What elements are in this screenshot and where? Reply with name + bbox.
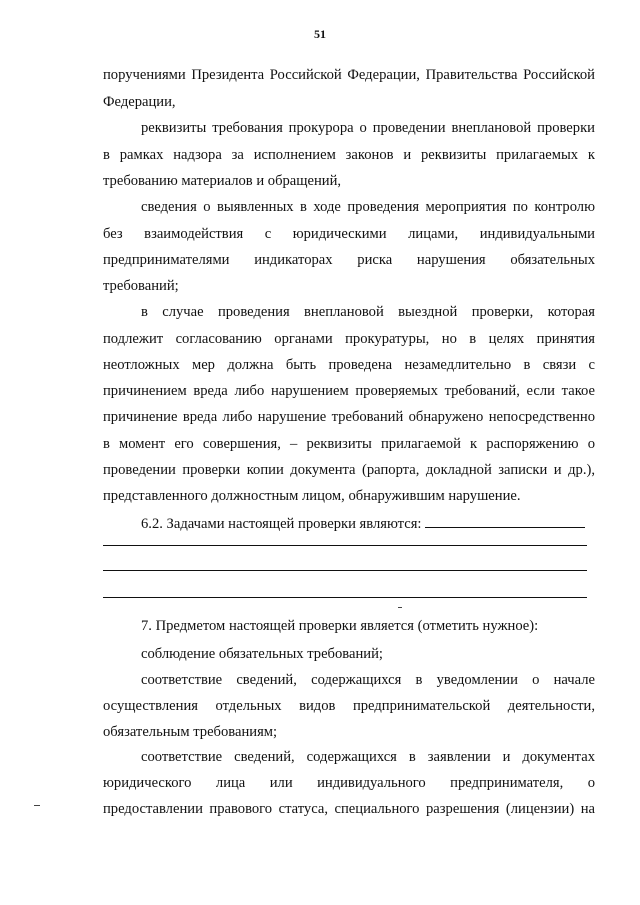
text-line-3: реквизиты требования прокурора о проведении внеплановой проверки — [141, 120, 595, 136]
text-line-5: требованию материалов и обращений, — [103, 173, 342, 189]
text-line-2: Федерации, — [103, 94, 176, 110]
text-line-6: сведения о выявленных в ходе проведения мероприятия по контролю — [141, 199, 595, 215]
text-line-11: подлежит согласованию органами прокуратуры, но в целях принятия — [103, 331, 595, 347]
section-6-2-blank — [425, 513, 585, 528]
text-line-19: 7. Предметом настоящей проверки является (отметить нужное): — [141, 618, 539, 634]
text-line-16: проведении проверки копии документа (рапорта, докладной записки и др.), — [103, 462, 595, 478]
text-line-4: в рамках надзора за исполнением законов и реквизиты прилагаемых к — [103, 147, 595, 163]
section-6-2-line — [141, 513, 595, 533]
blank-rule-3 — [103, 597, 587, 598]
blank-rule-2 — [103, 570, 587, 571]
text-line-21: соответствие сведений, содержащихся в уведомлении о начале — [141, 672, 595, 688]
text-line-13: причинением вреда либо нарушением проверяемых требований, если такое — [103, 383, 595, 399]
text-line-17: представленного должностным лицом, обнаружившим нарушение. — [103, 488, 521, 504]
text-line-26: предоставлении правового статуса, специального разрешения (лицензии) на — [103, 801, 595, 817]
text-line-1: поручениями Президента Российской Федерации, Правительства Российской — [103, 67, 595, 83]
text-line-7: без взаимодействия с юридическими лицами, индивидуальными — [103, 226, 595, 242]
margin-mark — [34, 805, 40, 806]
text-line-15: в момент его совершения, – реквизиты прилагаемой к распоряжению о — [103, 436, 595, 452]
text-line-8: предпринимателями индикаторах риска нарушения обязательных — [103, 252, 595, 268]
text-line-9: требований; — [103, 278, 179, 294]
text-line-23: обязательным требованиям; — [103, 724, 278, 740]
text-line-24: соответствие сведений, содержащихся в заявлении и документах — [141, 749, 595, 765]
page-number: 51 — [314, 27, 326, 41]
text-line-20: соблюдение обязательных требований; — [141, 646, 383, 662]
text-line-25: юридического лица или индивидуального предпринимателя, о — [103, 775, 595, 791]
text-line-10: в случае проведения внеплановой выездной проверки, которая — [141, 304, 595, 320]
section-6-2-text: 6.2. Задачами настоящей проверки являются: — [141, 516, 422, 532]
text-line-14: причинение вреда либо нарушение требований обнаружено непосредственно — [103, 409, 595, 425]
stray-mark — [398, 607, 402, 608]
blank-rule-1 — [103, 545, 587, 546]
text-line-12: неотложных мер должна быть проведена незамедлительно в связи с — [103, 357, 595, 373]
text-line-22: осуществления отдельных видов предпринимательской деятельности, — [103, 698, 595, 714]
